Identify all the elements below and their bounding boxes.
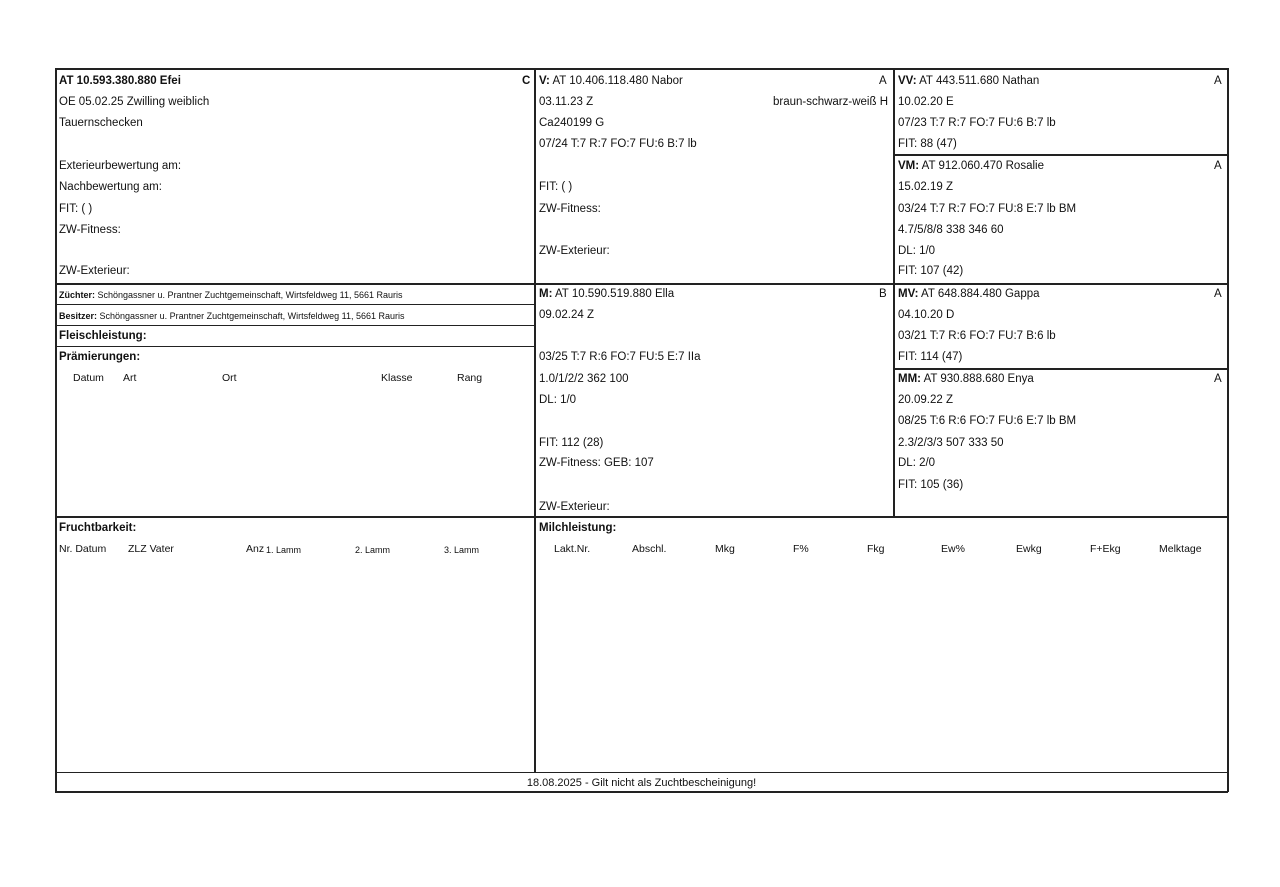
owner-label: Besitzer: (59, 311, 98, 321)
border-bottom (55, 791, 1228, 793)
mv-date: 04.10.20 D (898, 309, 955, 321)
frucht-header-nr-datum: Nr. Datum (59, 543, 107, 555)
animal-fit: FIT: ( ) (59, 203, 93, 215)
divider-owner (55, 304, 535, 305)
m-id-name: AT 10.590.519.880 Ella (554, 288, 675, 300)
praem-header-datum: Datum (73, 372, 104, 384)
m-fit: FIT: 112 (28) (539, 437, 604, 449)
frucht-header-lamm-1: 1. Lamm (266, 545, 302, 555)
divider-col-1 (534, 68, 536, 773)
m-dl: DL: 1/0 (539, 394, 577, 406)
frucht-header-zlz-vater: ZLZ Vater (128, 543, 174, 555)
m-heading (539, 287, 674, 301)
milch-header-fkg: Fkg (867, 543, 885, 555)
fleisch-label: Fleischleistung: (59, 330, 147, 342)
v-grade: A (879, 75, 887, 87)
vm-date: 15.02.19 Z (898, 181, 953, 193)
milch-header-lakt: Lakt.Nr. (554, 543, 591, 555)
vv-heading (898, 74, 1039, 88)
mm-label: MM: (898, 373, 921, 385)
v-eval: 07/24 T:7 R:7 FO:7 FU:6 B:7 lb (539, 138, 697, 150)
animal-id-name: AT 10.593.380.880 Efei (59, 75, 181, 87)
vv-grade: A (1214, 75, 1222, 87)
vm-dl: DL: 1/0 (898, 245, 936, 257)
footer-note: 18.08.2025 - Gilt nicht als Zuchtbescheinigung! (526, 777, 757, 789)
owner-line (59, 309, 405, 323)
vm-eval: 03/24 T:7 R:7 FO:7 FU:8 E:7 lb BM (898, 203, 1077, 215)
praem-header-ort: Ort (222, 372, 237, 384)
m-grade: B (879, 288, 887, 300)
mv-label: MV: (898, 288, 919, 300)
m-label: M: (539, 288, 553, 300)
frucht-header-lamm-3: 3. Lamm (444, 545, 480, 555)
animal-breed: Tauernschecken (59, 117, 143, 129)
praem-header-art: Art (123, 372, 137, 384)
divider-mm (893, 368, 1228, 370)
v-id-name: AT 10.406.118.480 Nabor (552, 75, 683, 87)
m-perf: 1.0/1/2/2 362 100 (539, 373, 629, 385)
mm-date: 20.09.22 Z (898, 394, 953, 406)
vm-grade: A (1214, 160, 1222, 172)
animal-ext-eval-label: Exterieurbewertung am: (59, 160, 182, 172)
mm-eval: 08/25 T:6 R:6 FO:7 FU:6 E:7 lb BM (898, 415, 1077, 427)
m-date: 09.02.24 Z (539, 309, 594, 321)
divider-fleisch (55, 325, 535, 326)
mm-heading (898, 372, 1034, 386)
milch-header-fpct: F% (793, 543, 809, 555)
vv-id-name: AT 443.511.680 Nathan (919, 75, 1040, 87)
vm-heading (898, 159, 1044, 173)
breeder-value: Schöngassner u. Prantner Zuchtgemeinschaft, Wirtsfeldweg 11, 5661 Rauris (97, 290, 403, 300)
v-heading (539, 74, 683, 88)
praem-header-rang: Rang (457, 372, 483, 384)
divider-praem (55, 346, 535, 347)
owner-value: Schöngassner u. Prantner Zuchtgemeinschaft, Wirtsfeldweg 11, 5661 Rauris (99, 311, 405, 321)
m-eval: 03/25 T:7 R:6 FO:7 FU:5 E:7 IIa (539, 351, 701, 363)
animal-grade: C (522, 75, 531, 87)
vm-id-name: AT 912.060.470 Rosalie (921, 160, 1044, 172)
m-zw-fitness: ZW-Fitness: GEB: 107 (539, 457, 654, 469)
frucht-header-anz: Anz (246, 543, 265, 555)
vv-eval: 07/23 T:7 R:7 FO:7 FU:6 B:7 lb (898, 117, 1056, 129)
vm-label: VM: (898, 160, 920, 172)
mm-perf: 2.3/2/3/3 507 333 50 (898, 437, 1004, 449)
v-color: braun-schwarz-weiß H (772, 96, 888, 108)
m-zw-exterieur: ZW-Exterieur: (539, 501, 610, 513)
mv-id-name: AT 648.884.480 Gappa (921, 288, 1040, 300)
divider-lower (55, 516, 1228, 518)
vm-perf: 4.7/5/8/8 338 346 60 (898, 224, 1004, 236)
divider-footer (55, 772, 1228, 773)
frucht-header-lamm-2: 2. Lamm (355, 545, 391, 555)
breeder-line (59, 288, 403, 302)
milch-header-abschl: Abschl. (632, 543, 667, 555)
milch-header-melktage: Melktage (1159, 543, 1202, 555)
mm-grade: A (1214, 373, 1222, 385)
vv-date: 10.02.20 E (898, 96, 954, 108)
v-zw-exterieur: ZW-Exterieur: (539, 245, 610, 257)
animal-re-eval-label: Nachbewertung am: (59, 181, 162, 193)
milch-header-ewkg: Ewkg (1016, 543, 1042, 555)
border-left (55, 68, 57, 792)
frucht-label: Fruchtbarkeit: (59, 522, 137, 534)
divider-mid (55, 283, 894, 285)
praem-header-klasse: Klasse (381, 372, 413, 384)
mm-dl: DL: 2/0 (898, 457, 936, 469)
vv-label: VV: (898, 75, 917, 87)
animal-birth: OE 05.02.25 Zwilling weiblich (59, 96, 210, 108)
mv-grade: A (1214, 288, 1222, 300)
v-date: 03.11.23 Z (539, 96, 594, 108)
mm-fit: FIT: 105 (36) (898, 479, 964, 491)
animal-zw-exterieur: ZW-Exterieur: (59, 265, 130, 277)
vm-fit: FIT: 107 (42) (898, 265, 964, 277)
v-code: Ca240199 G (539, 117, 605, 129)
mv-eval: 03/21 T:7 R:6 FO:7 FU:7 B:6 lb (898, 330, 1056, 342)
v-zw-fitness: ZW-Fitness: (539, 203, 601, 215)
divider-mv (893, 283, 1228, 285)
v-fit: FIT: ( ) (539, 181, 573, 193)
border-right (1227, 68, 1229, 792)
mm-id-name: AT 930.888.680 Enya (923, 373, 1034, 385)
milch-header-mkg: Mkg (715, 543, 735, 555)
milch-header-fekg: F+Ekg (1090, 543, 1121, 555)
divider-vm (893, 154, 1228, 156)
praem-label: Prämierungen: (59, 351, 141, 363)
vv-fit: FIT: 88 (47) (898, 138, 957, 150)
mv-fit: FIT: 114 (47) (898, 351, 963, 363)
divider-col-2 (893, 68, 895, 517)
milch-label: Milchleistung: (539, 522, 617, 534)
breeder-label: Züchter: (59, 290, 95, 300)
border-top (55, 68, 1228, 70)
mv-heading (898, 287, 1040, 301)
animal-zw-fitness: ZW-Fitness: (59, 224, 121, 236)
v-label: V: (539, 75, 550, 87)
milch-header-ewpct: Ew% (941, 543, 965, 555)
